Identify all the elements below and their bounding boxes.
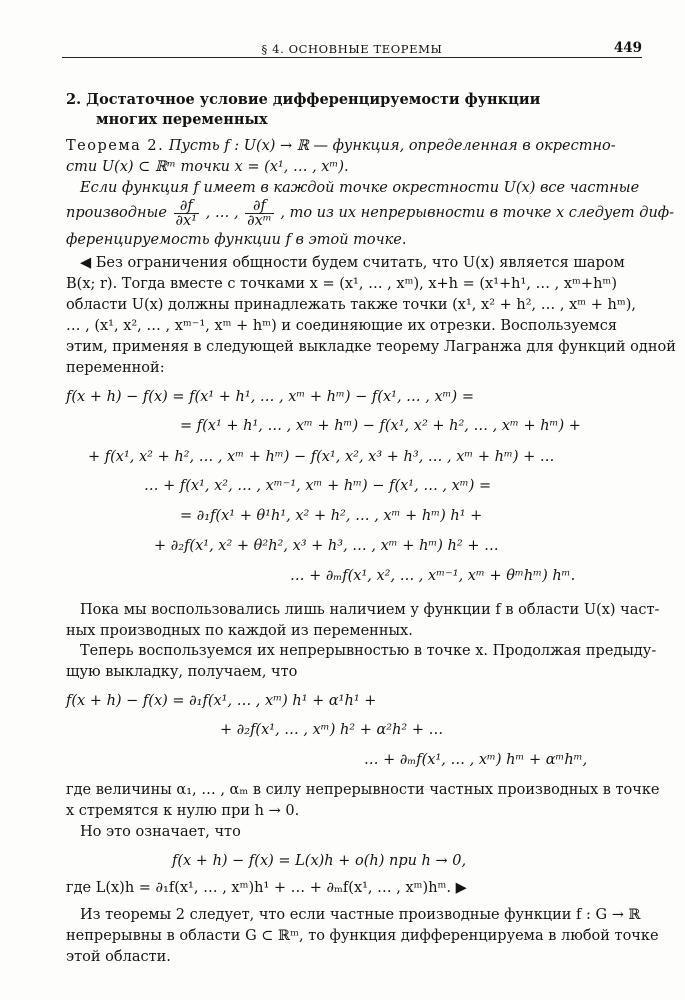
fraction-ellipsis: , … ,: [205, 205, 239, 221]
proof-line: переменной:: [66, 360, 165, 376]
paragraph-line: этой области.: [66, 949, 171, 965]
theorem-line3: Если функция f имеет в каждой точке окрестности U(x) все частные: [80, 180, 640, 196]
theorem-label: Теорема 2.: [66, 138, 165, 154]
theorem-line4-end: , то из их непрерывности в точке x следует диф-: [280, 205, 675, 221]
paragraph-line: Теперь воспользуемся их непрерывностью в точке x. Продолжая предыду-: [80, 643, 657, 659]
running-header: [62, 37, 642, 58]
equation1-line: + ∂₂f(x¹, x² + θ²h², x³ + h³, … , xᵐ + hᵐ) h² + …: [154, 538, 499, 554]
equation1-line: = f(x¹ + h¹, … , xᵐ + hᵐ) − f(x¹, x² + h², … , xᵐ + hᵐ) +: [180, 418, 581, 434]
theorem-line1: [66, 136, 646, 156]
fraction-denominator: ∂x¹: [175, 212, 198, 229]
paragraph-line: Из теоремы 2 следует, что если частные производные функции f : G → ℝ: [80, 907, 641, 923]
equation3: f(x + h) − f(x) = L(x)h + o(h) при h → 0,: [172, 853, 467, 869]
fraction-numerator: ∂f: [174, 199, 200, 214]
fraction-numerator: ∂f: [245, 199, 274, 214]
equation1-line: … + f(x¹, x², … , xᵐ⁻¹, xᵐ + hᵐ) − f(x¹, … , xᵐ) =: [144, 478, 492, 494]
equation2-line: … + ∂ₘf(x¹, … , xᵐ) hᵐ + αᵐhᵐ,: [364, 752, 588, 768]
paragraph-line: x стремятся к нулю при h → 0.: [66, 803, 300, 819]
equation1-line: = ∂₁f(x¹ + θ¹h¹, x² + h², … , xᵐ + hᵐ) h¹ +: [180, 508, 483, 524]
equation1-line: f(x + h) − f(x) = f(x¹ + h¹, … , xᵐ + hᵐ) − f(x¹, … , xᵐ) =: [66, 389, 474, 405]
equation1-line: … + ∂ₘf(x¹, x², … , xᵐ⁻¹, xᵐ + θᵐhᵐ) hᵐ.: [290, 568, 576, 584]
paragraph-line: где L(x)h = ∂₁f(x¹, … , xᵐ)h¹ + … + ∂ₘf(x¹, … , xᵐ)hᵐ. ▶: [66, 880, 467, 896]
paragraph-line: непрерывны в области G ⊂ ℝᵐ, то функция дифференцируема в любой точке: [66, 928, 659, 944]
paragraph-line: Но это означает, что: [80, 824, 241, 840]
page-number: 449: [613, 40, 642, 56]
equation1-line: + f(x¹, x² + h², … , xᵐ + hᵐ) − f(x¹, x², x³ + h³, … , xᵐ + hᵐ) + …: [88, 449, 555, 465]
theorem-statement-1: Пусть f : U(x) → ℝ — функция, определенная в окрестно-: [168, 138, 616, 154]
proof-line: области U(x) должны принадлежать также точки (x¹, x² + h², … , xᵐ + hᵐ),: [66, 297, 637, 313]
equation2-line: f(x + h) − f(x) = ∂₁f(x¹, … , xᵐ) h¹ + α¹h¹ +: [66, 693, 377, 709]
proof-line: этим, применяя в следующей выкладке теорему Лагранжа для функций одной: [66, 339, 676, 355]
partial-fraction-2: [245, 199, 274, 228]
proof-line: … , (x¹, x², … , xᵐ⁻¹, xᵐ + hᵐ) и соединяющие их отрезки. Воспользуемся: [66, 318, 617, 334]
section-heading-line1: 2. Достаточное условие дифференцируемости функции: [66, 91, 541, 108]
paragraph-line: щую выкладку, получаем, что: [66, 664, 298, 680]
theorem-line2: сти U(x) ⊂ ℝᵐ точки x = (x¹, … , xᵐ).: [66, 159, 349, 175]
equation2-line: + ∂₂f(x¹, … , xᵐ) h² + α²h² + …: [220, 722, 444, 738]
paragraph-line: Пока мы воспользовались лишь наличием у функции f в области U(x) част-: [80, 602, 660, 618]
theorem-line4: [66, 196, 675, 230]
fraction-denominator: ∂xᵐ: [247, 212, 272, 229]
paragraph-line: где величины α₁, … , αₘ в силу непрерывности частных производных в точке: [66, 782, 660, 798]
theorem-line5: ференцируемость функции f в этой точке.: [66, 232, 407, 248]
proof-line: ◀ Без ограничения общности будем считать, что U(x) является шаром: [80, 255, 625, 271]
section-heading-line2: многих переменных: [96, 111, 268, 128]
proof-line: B(x; r). Тогда вместе с точками x = (x¹, … , xᵐ), x+h = (x¹+h¹, … , xᵐ+hᵐ): [66, 276, 617, 292]
paragraph-line: ных производных по каждой из переменных.: [66, 623, 413, 639]
theorem-line4-start: производные: [66, 205, 167, 221]
partial-fraction-1: [174, 199, 200, 228]
chapter-title: § 4. ОСНОВНЫЕ ТЕОРЕМЫ: [261, 42, 443, 56]
